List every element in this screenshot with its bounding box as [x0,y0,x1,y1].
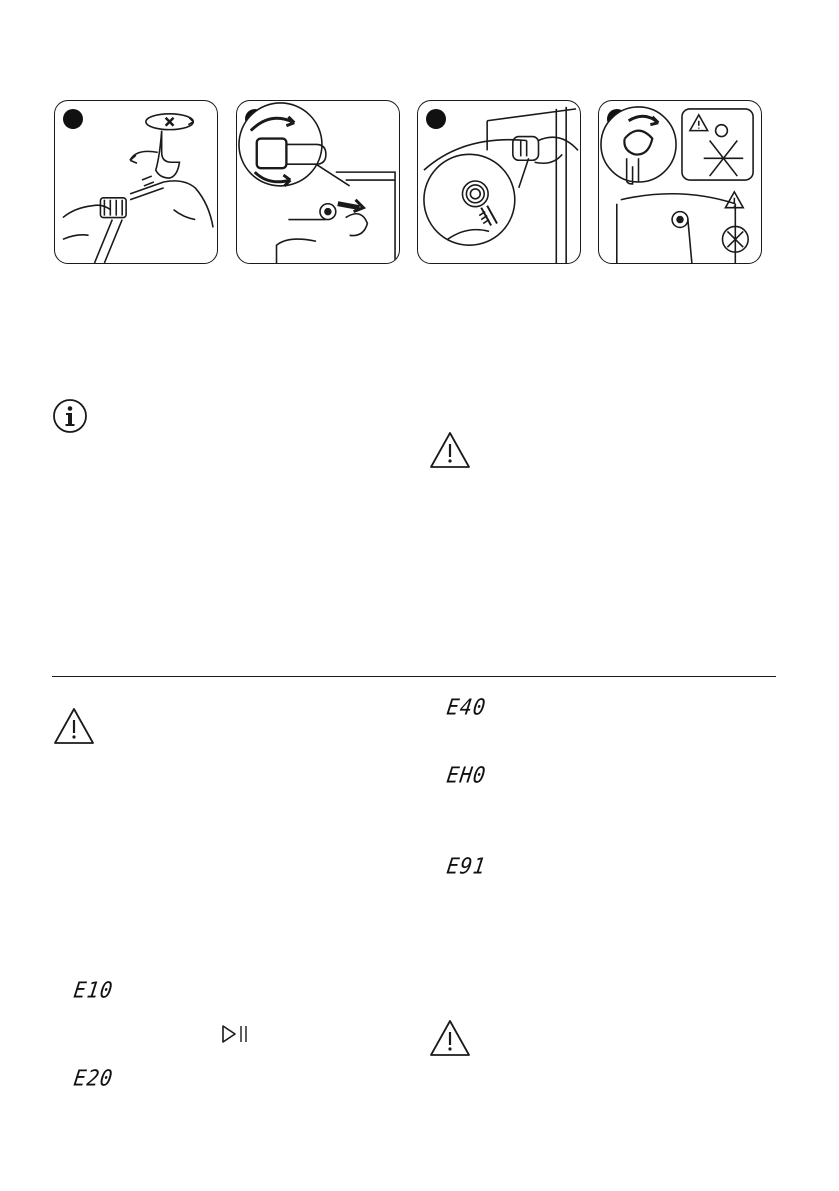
hose-unscrew-illustration [237,101,399,263]
tap-filter-cleaning-illustration [55,101,217,263]
alarm-code-e20: E20 [72,1064,115,1092]
step-3-illustration [417,100,581,264]
step-1-illustration [54,100,218,264]
info-icon [52,398,88,434]
alarm-code-e10: E10 [72,976,115,1004]
alarm-code-eh0: EH0 [445,761,488,789]
hose-reconnect-warning-illustration [599,101,761,263]
section-divider [52,676,776,677]
warning-triangle-icon [428,1018,472,1058]
step-2-illustration [236,100,400,264]
start-pause-icon [221,1024,249,1044]
alarm-code-e40: E40 [445,693,488,721]
step-4-illustration [598,100,762,264]
alarm-code-e91: E91 [445,852,488,880]
warning-triangle-icon [52,706,96,746]
inlet-filter-brush-illustration [418,101,580,263]
warning-triangle-icon [428,430,472,470]
